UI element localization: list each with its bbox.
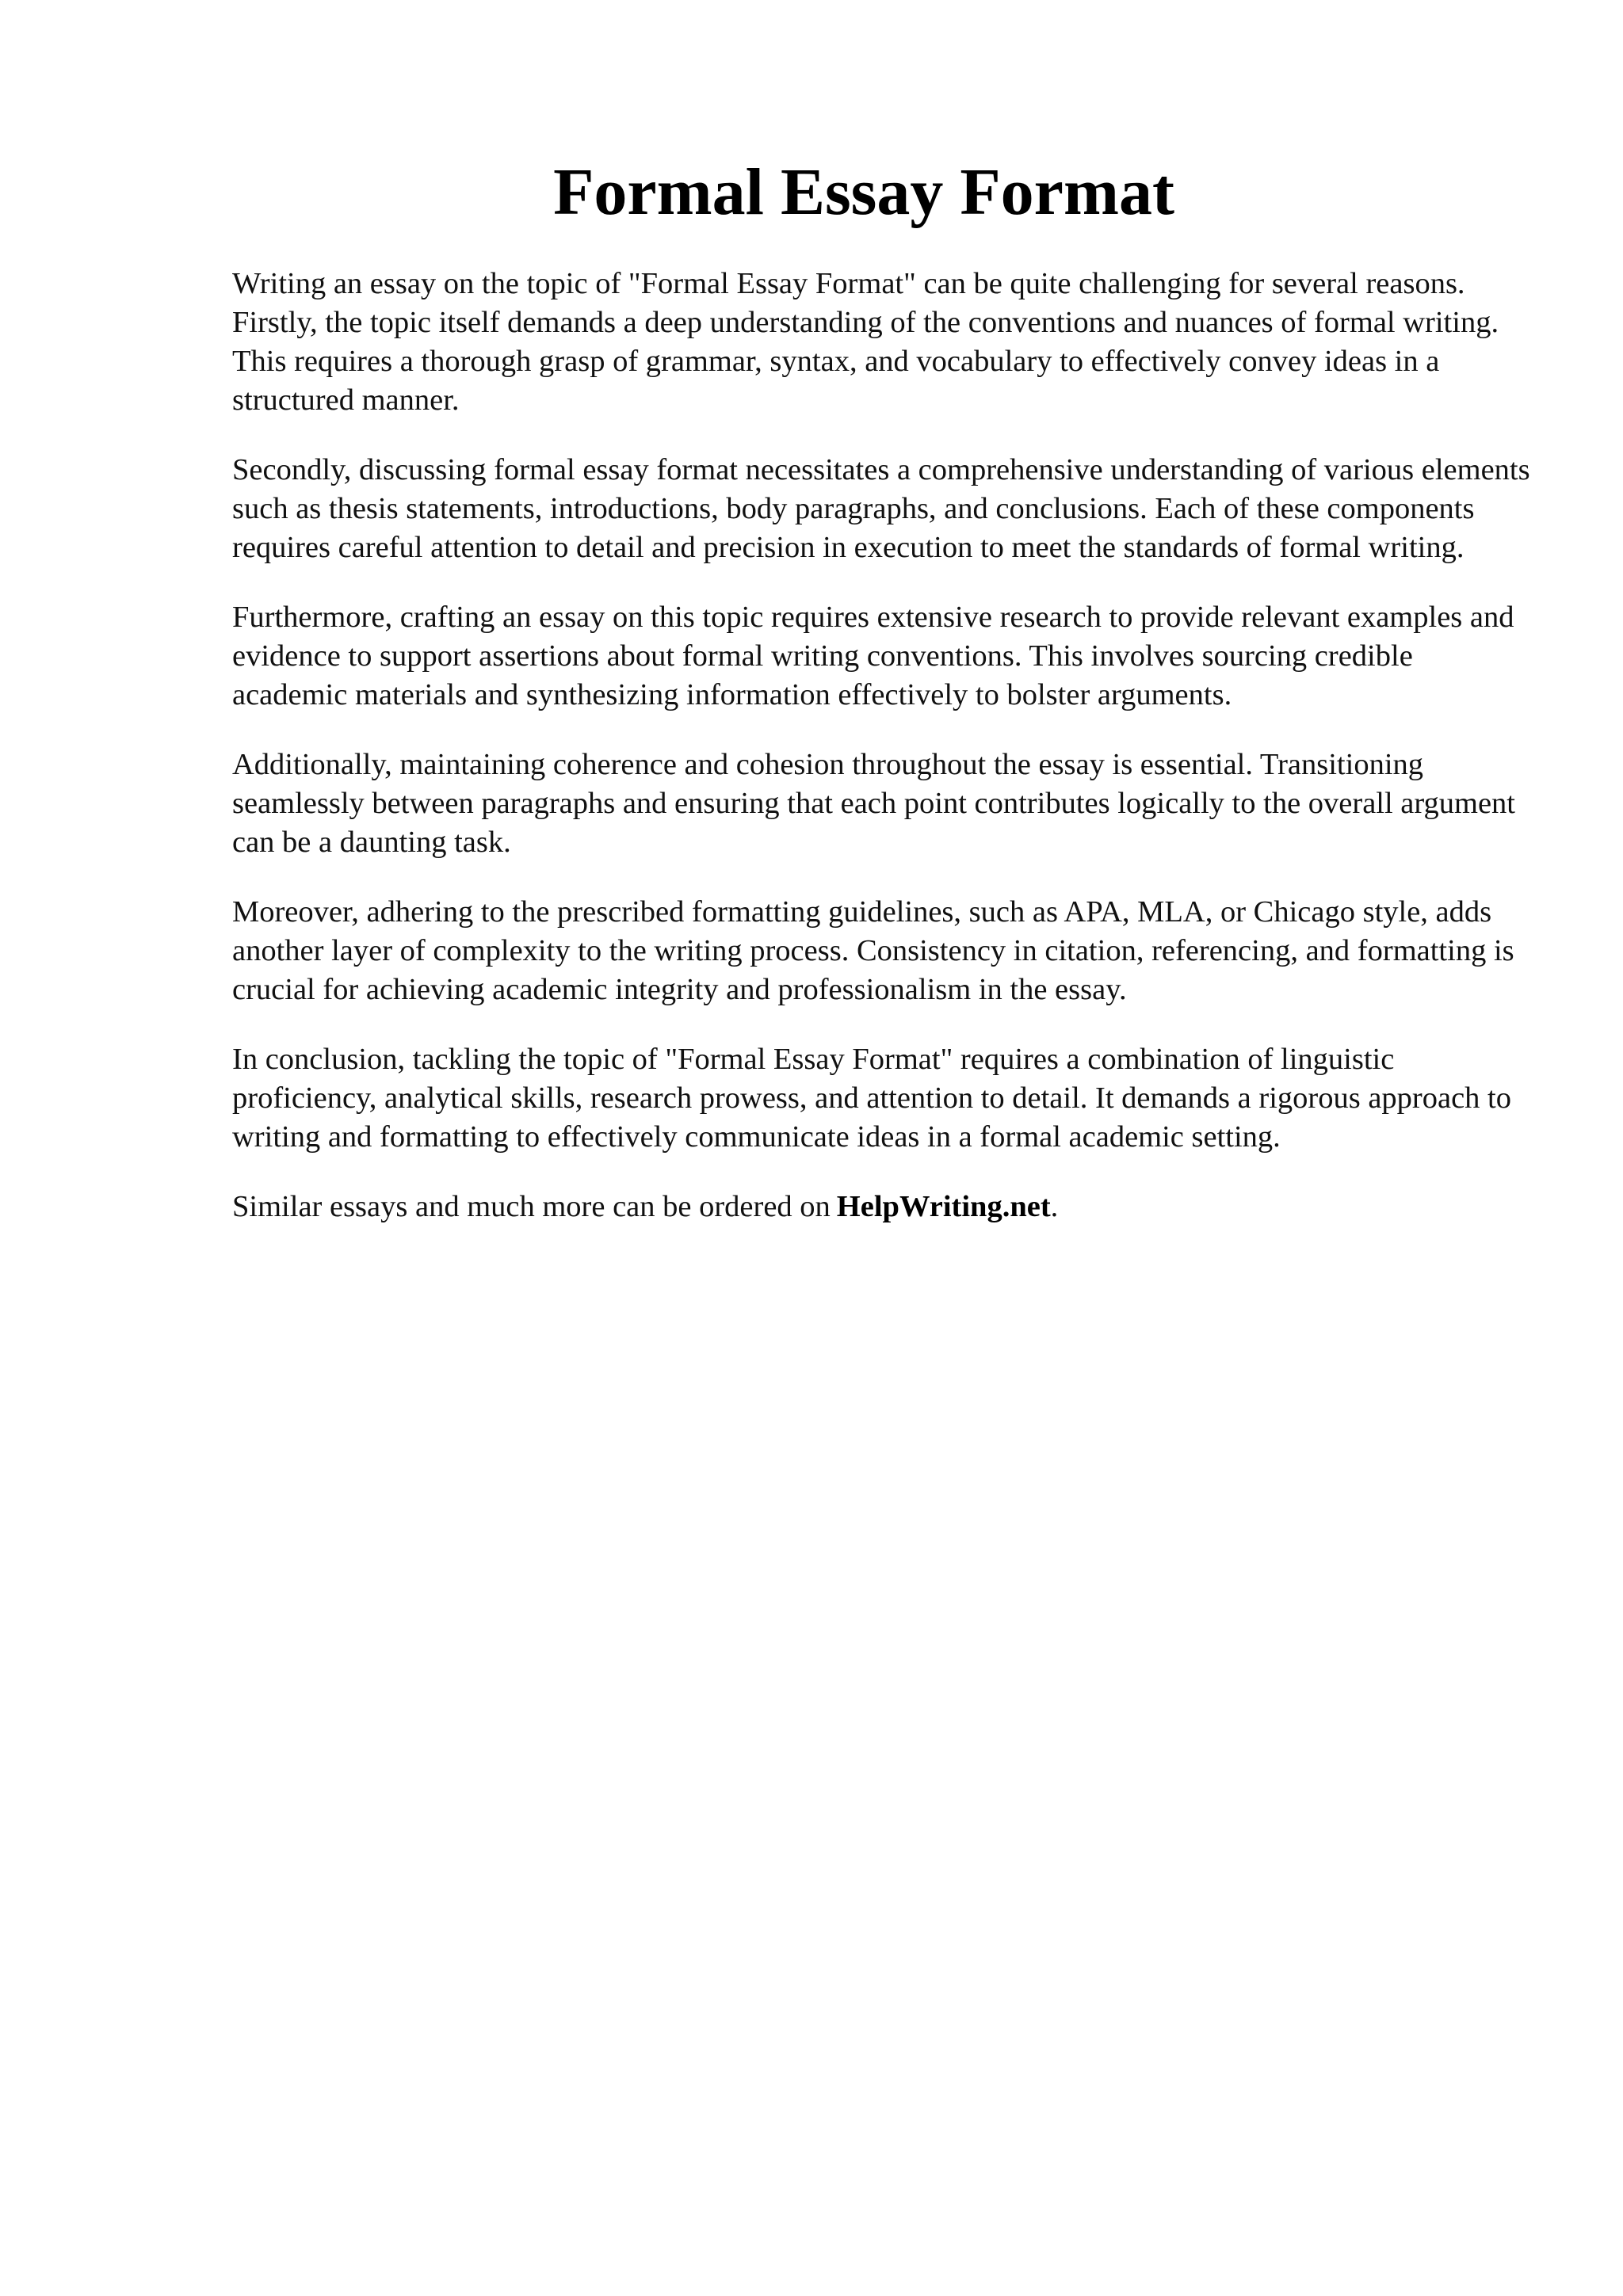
paragraph-4: Additionally, maintaining coherence and cohesion throughout the essay is essential. Transitioning seamlessly between paragraphs and ensuring that each point contributes logically to the overall argument can be a daunting task.: [232, 748, 1515, 859]
closing-line: [232, 1188, 1532, 1226]
closing-text: Similar essays and much more can be ordered on: [232, 1190, 831, 1223]
paragraph-3: Furthermore, crafting an essay on this topic requires extensive research to provide relevant examples and evidence to support assertions about formal writing conventions. This involves sourcing credible academic materials and synthesizing information effectively to bolster arguments.: [232, 601, 1514, 711]
paragraph-2: Secondly, discussing formal essay format necessitates a comprehensive understanding of various elements such as thesis statements, introductions, body paragraphs, and conclusions. Each of these components requires careful attention to detail and precision in execution to meet the standards of formal writing.: [232, 453, 1530, 564]
page-title: Formal Essay Format: [553, 155, 1174, 229]
paragraph-5: Moreover, adhering to the prescribed formatting guidelines, such as APA, MLA, or Chicago style, adds another layer of complexity to the writing process. Consistency in citation, referencing, and formatting is crucial for achieving academic integrity and professionalism in the essay.: [232, 895, 1514, 1006]
paragraph-6: In conclusion, tackling the topic of "Formal Essay Format" requires a combination of linguistic proficiency, analytical skills, research prowess, and attention to detail. It demands a rigorous approach to writing and formatting to effectively communicate ideas in a formal academic setting.: [232, 1043, 1511, 1154]
closing-period: .: [1050, 1190, 1059, 1223]
brand-link[interactable]: HelpWriting.net: [836, 1190, 1051, 1223]
essay-body: [232, 265, 1532, 1257]
paragraph-1: Writing an essay on the topic of "Formal Essay Format" can be quite challenging for several reasons. Firstly, the topic itself demands a deep understanding of the conventions and nuances of formal writing. This requires a thorough grasp of grammar, syntax, and vocabulary to effectively convey ideas in a structured manner.: [232, 267, 1499, 417]
